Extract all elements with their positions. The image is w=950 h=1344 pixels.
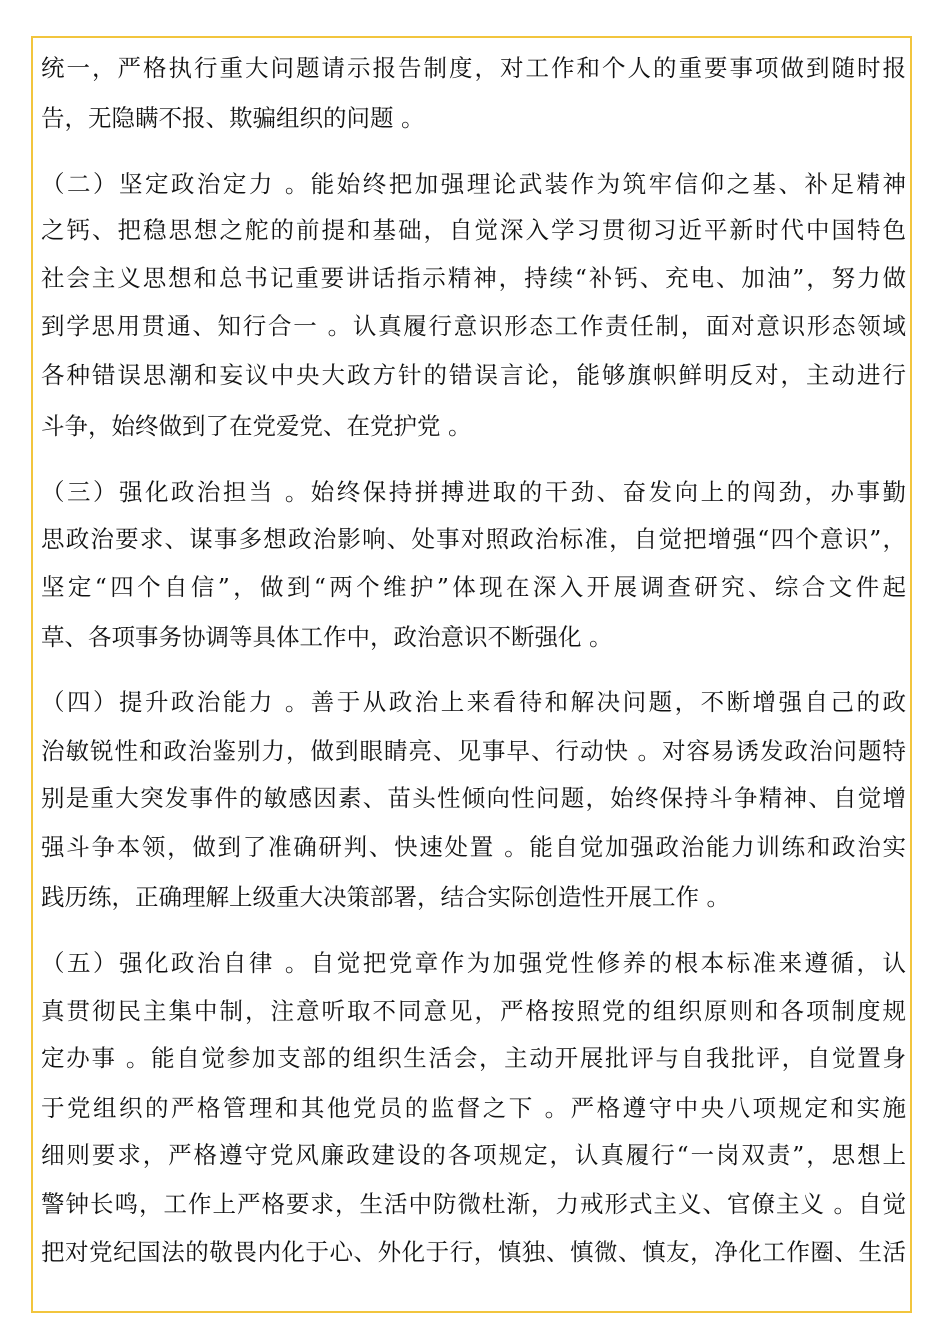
text-line: 治敏锐性和政治鉴别力，做到眼睛亮、见事早、行动快 。对容易诱发政治问题特 <box>41 737 906 765</box>
text-line: 社会主义思想和总书记重要讲话指示精神，持续“补钙、充电、加油”，努力做 <box>41 264 906 292</box>
paragraph-3-line: （三）强化政治担当 。始终保持拼搏进取的干劲、奋发向上的闯劲，办事勤 <box>41 478 906 506</box>
text-line: 思政治要求、谋事多想政治影响、处事对照政治标准，自觉把增强“四个意识”， <box>41 525 906 553</box>
text-line: 强斗争本领，做到了准确研判、快速处置 。能自觉加强政治能力训练和政治实 <box>41 833 906 861</box>
text-line: 警钟长鸣，工作上严格要求，生活中防微杜渐，力戒形式主义、官僚主义 。自觉 <box>41 1190 906 1218</box>
text-line: 坚定“四个自信”，做到“两个维护”体现在深入开展调查研究、综合文件起 <box>41 573 906 601</box>
text-line: 细则要求，严格遵守党风廉政建设的各项规定，认真履行“一岗双责”，思想上 <box>41 1141 906 1169</box>
text-line: 草、各项事务协调等具体工作中，政治意识不断强化 。 <box>41 623 613 651</box>
text-line: 统一，严格执行重大问题请示报告制度，对工作和个人的重要事项做到随时报 <box>41 54 906 82</box>
text-line: 之钙、把稳思想之舵的前提和基础，自觉深入学习贯彻习近平新时代中国特色 <box>41 216 906 244</box>
text-line: 别是重大突发事件的敏感因素、苗头性倾向性问题，始终保持斗争精神、自觉增 <box>41 784 906 812</box>
paragraph-4-line: （四）提升政治能力 。善于从政治上来看待和解决问题，不断增强自己的政 <box>41 688 906 716</box>
text-line: 真贯彻民主集中制，注意听取不同意见，严格按照党的组织原则和各项制度规 <box>41 997 906 1025</box>
text-line: 各种错误思潮和妄议中央大政方针的错误言论，能够旗帜鲜明反对，主动进行 <box>41 361 906 389</box>
paragraph-2-line: （二）坚定政治定力 。能始终把加强理论武装作为筑牢信仰之基、补足精神 <box>41 170 906 198</box>
text-line: 告，无隐瞒不报、欺骗组织的问题 。 <box>41 104 425 132</box>
text-line: 斗争，始终做到了在党爱党、在党护党 。 <box>41 412 472 440</box>
text-line: 到学思用贯通、知行合一 。认真履行意识形态工作责任制，面对意识形态领域 <box>41 312 906 340</box>
text-line: 践历练，正确理解上级重大决策部署，结合实际创造性开展工作 。 <box>41 883 730 911</box>
text-line: 于党组织的严格管理和其他党员的监督之下 。严格遵守中央八项规定和实施 <box>41 1094 906 1122</box>
text-line: 把对党纪国法的敬畏内化于心、外化于行，慎独、慎微、慎友，净化工作圈、生活 <box>41 1238 906 1266</box>
paragraph-5-line: （五）强化政治自律 。自觉把党章作为加强党性修养的根本标准来遵循，认 <box>41 949 906 977</box>
text-line: 定办事 。能自觉参加支部的组织生活会，主动开展批评与自我批评，自觉置身 <box>41 1044 906 1072</box>
